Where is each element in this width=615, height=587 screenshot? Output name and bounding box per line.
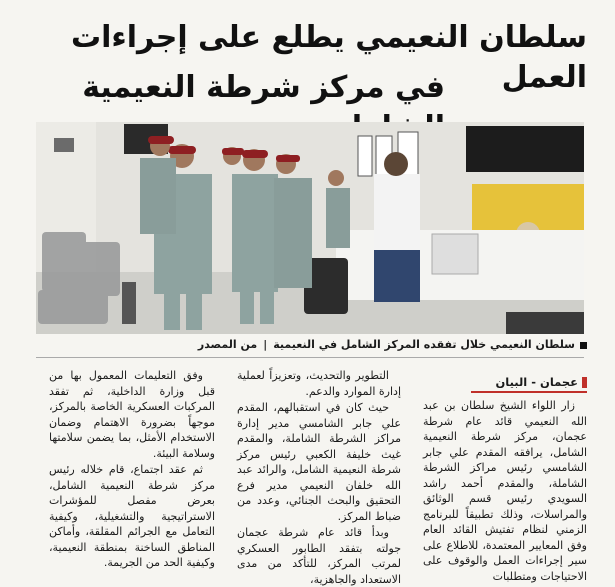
news-photo [36,122,584,334]
byline-text: عجمان - البيان [495,375,578,389]
caption-divider [36,357,584,358]
article-paragraph: وبدأ قائد عام شرطة عجمان جولته بتفقد الطابور العسكري لمرتب المركز، للتأكد من مدى الاستعداد والجاهزية، [237,526,401,586]
article-paragraph: زار اللواء الشيخ سلطان بن عبد الله النعيمي قائد عام شرطة عجمان، مركز شرطة النعيمية الشامل، يرافقه المقدم علي جابر الشامسي رئيس مراكز الشرطة الشاملة، والمقدم أحمد راشد السويدي رئيس قسم الوثائق والمراسلات، وذلك تطبيقاً للبرنامج الزمني لنظام تفتيش القائد العام وفق المعايير المعتمدة، للاطلاع على سير إجراءات العمل والوقوف على الاحتياجات ومتطلبات [423,399,587,583]
caption-text: سلطان النعيمي خلال تفقده المركز الشامل في النعيمية [273,338,575,351]
caption-separator: | [263,338,268,351]
article-paragraph: حيث كان في استقبالهم، المقدم علي جابر الشامسي مدير إدارة مراكز الشرطة الشاملة، والمقدم غيث خليفة الكعبي رئيس مركز شرطة النعيمية الشامل، والرائد عبد الله خلفان النعيمي مدير فرع التحقيق والبحث الجنائي، وعدد من ضباط المركز. [237,401,401,523]
article-paragraph: وفق التعليمات المعمول بها من قبل وزارة الداخلية، ثم تفقد المركبات العسكرية الخاصة بالمركز، موجهاً بضرورة الاهتمام وضمان الاستخدام الأمثل، بما يضمن سلامتها وسلامة البيئة. [49,369,215,460]
byline-marker-icon [582,377,587,388]
article-column-right [423,398,587,584]
article-column-middle [237,368,401,587]
article-paragraph: ثم عقد اجتماع، قام خلاله رئيس مركز شرطة النعيمية الشامل، بعرض مفصل للمؤشرات الاستراتيجية والتشغيلية، وكيفية التعامل مع الجرائم المقلقة، وأماكن المناطق الساخنة بمنطقة النعيمية، وكيفية الحد من الجريمة. [49,463,215,569]
byline-underline [471,391,587,393]
article-column-left [49,368,215,571]
caption-bullet-icon [580,342,587,349]
byline [495,374,587,390]
photo-caption [36,336,587,354]
headline-line-2: في مركز شرطة النعيمية [82,70,445,105]
article-paragraph: التطوير والتحديث، وتعزيزاً لعملية إدارة الموارد والدعم. [237,369,401,398]
headline-line-1: سلطان النعيمي يطلع على إجراءات العمل [71,20,587,95]
caption-source: من المصدر [197,338,258,351]
